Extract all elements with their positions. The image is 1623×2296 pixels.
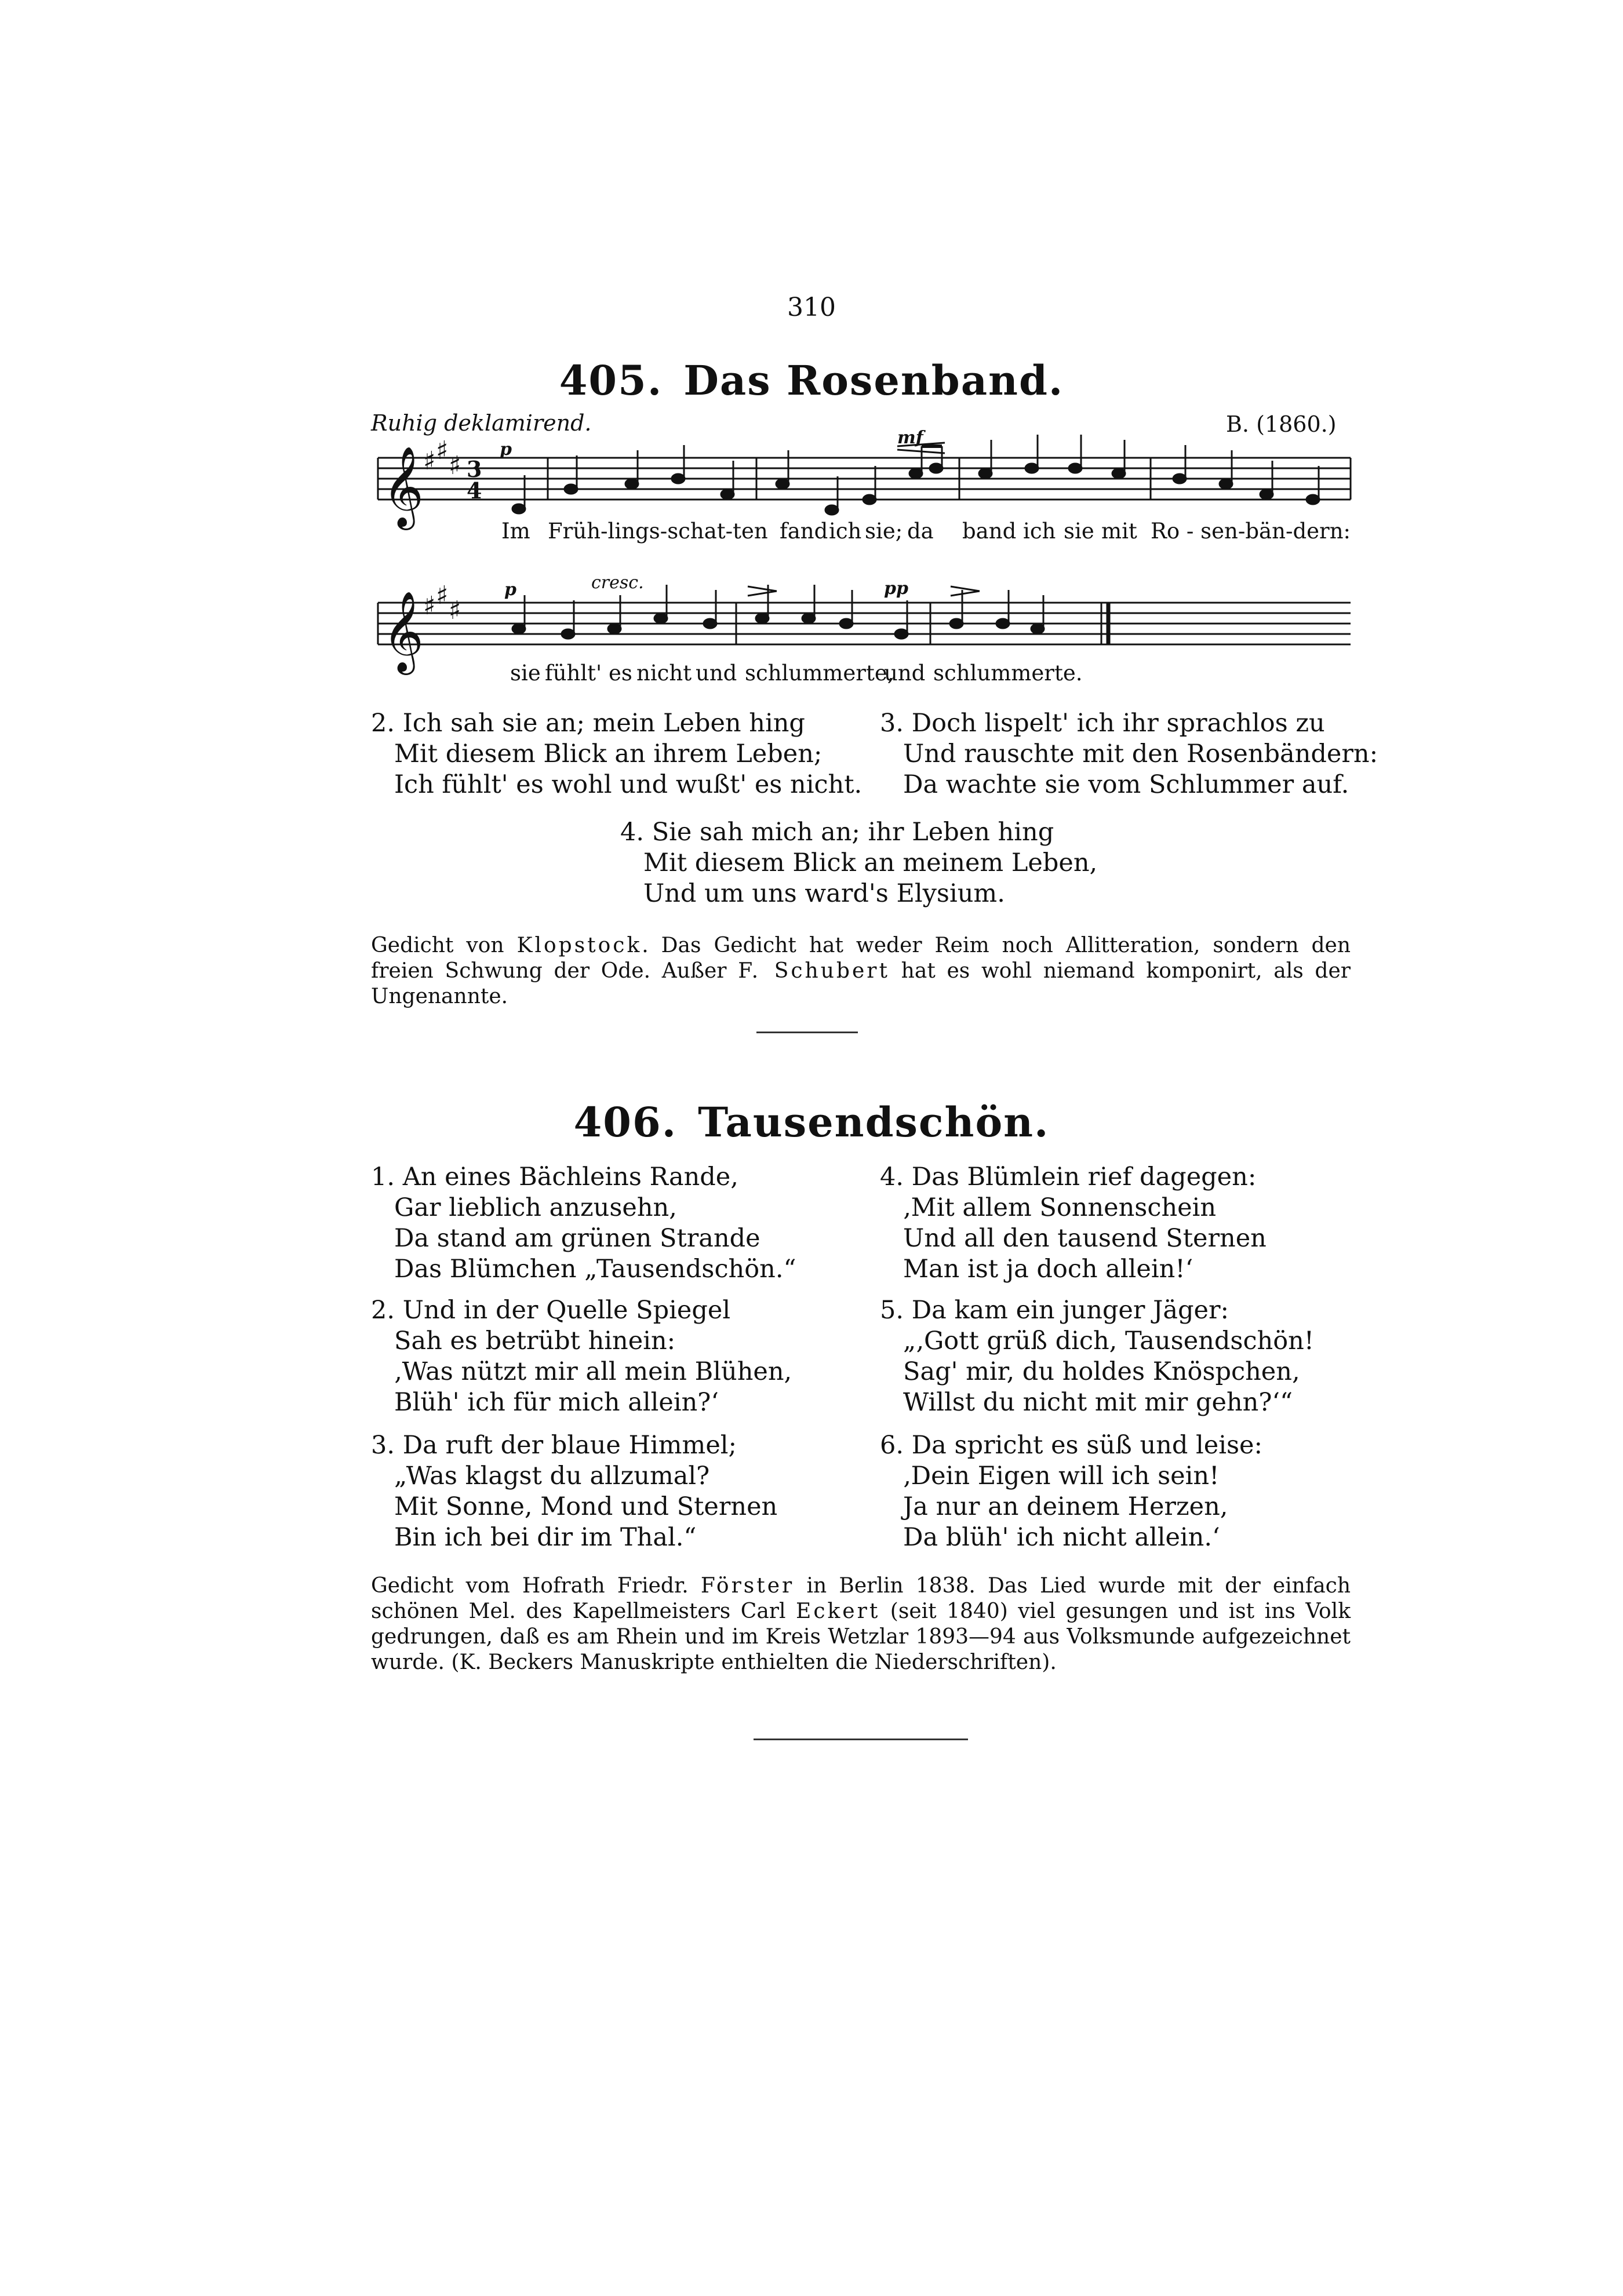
footnote-406 (371, 1573, 1351, 1675)
song-number-406: 406. (573, 1098, 678, 1146)
stanza-line: Da kam ein junger Jäger: (911, 1296, 1229, 1325)
footnote-text: in Berlin 1838. Das Lied wurde mit der einfach schönen Mel. des Kapellmeisters Carl (371, 1574, 1351, 1623)
svg-text:♯: ♯ (449, 451, 461, 480)
stanza-number: 4. (620, 818, 645, 847)
stanza-line: Ja nur an deinem Herzen, (903, 1492, 1228, 1521)
lyric-word: und (884, 661, 926, 686)
stanza-number: 5. (880, 1296, 904, 1325)
footnote-text: (seit 1840) viel gesungen und ist ins Volk gedrungen, daß es am Rhein und im Kreis Wetzlar 1893—94 aus Volksmunde aufgezeichnet wurde. (K. Beckers Manuskripte enthielten die Niederschriften). (371, 1599, 1351, 1674)
lyric-word: Früh-lings-schat-ten (548, 519, 768, 544)
stanza-line: ‚Dein Eigen will ich sein! (903, 1462, 1220, 1490)
stanza-line: Da ruft der blaue Himmel; (402, 1431, 737, 1460)
song-number-405: 405. (559, 356, 663, 404)
stanza-number: 6. (880, 1431, 904, 1460)
stanza-405-2 (371, 708, 862, 800)
stanza-number: 2. (371, 1296, 395, 1325)
svg-text:♯: ♯ (449, 596, 461, 625)
footnote-text: Gedicht vom Hofrath Friedr. (371, 1574, 701, 1598)
stanza-line: Und in der Quelle Spiegel (402, 1296, 731, 1325)
stanza-line: Mit Sonne, Mond und Sternen (394, 1492, 778, 1521)
lyric-word: mit (1101, 519, 1137, 544)
page-number: 310 (787, 293, 836, 322)
stanza-line: Blüh' ich für mich allein?‘ (394, 1388, 719, 1417)
svg-text:3: 3 (467, 456, 482, 482)
stanza-line: Und rauschte mit den Rosenbändern: (903, 739, 1378, 768)
stanza-line: Sag' mir, du holdes Knöspchen, (903, 1357, 1300, 1386)
svg-text:♯: ♯ (423, 591, 436, 621)
lyric-word: ich (1023, 519, 1056, 544)
stanza-line: ‚Was nützt mir all mein Blühen, (394, 1357, 792, 1386)
stanza-line: Doch lispelt' ich ihr sprachlos zu (911, 709, 1325, 738)
stanza-line: Gar lieblich anzusehn, (394, 1193, 677, 1222)
stanza-line: Mit diesem Blick an ihrem Leben; (394, 739, 823, 768)
lyric-word: band (962, 519, 1017, 544)
dynamic-mf: mf (897, 428, 923, 448)
lyric-word: da (907, 519, 934, 544)
stanza-line: Ich sah sie an; mein Leben hing (402, 709, 805, 738)
stanza-line: Ich fühlt' es wohl und wußt' es nicht. (394, 770, 863, 799)
stanza-number: 4. (880, 1162, 904, 1191)
footnote-composer: F. Schubert (738, 959, 890, 983)
stanza-line: Da blüh' ich nicht allein.‘ (903, 1523, 1220, 1552)
lyric-word: sie (1064, 519, 1094, 544)
footnote-composer: Eckert (796, 1599, 880, 1623)
stanza-line: Das Blümlein rief dagegen: (911, 1162, 1257, 1191)
stanza-number: 2. (371, 709, 395, 738)
stanza-line: Das Blümchen „Tausendschön.“ (394, 1255, 796, 1284)
tempo-marking: Ruhig deklamirend. (371, 410, 592, 436)
section-divider (756, 1032, 858, 1033)
lyric-word: schlummerte, (745, 661, 894, 686)
stanza-405-3 (880, 708, 1378, 800)
dynamic-p-2: p (504, 580, 516, 600)
lyric-word: nicht (636, 661, 692, 686)
svg-text:𝄞: 𝄞 (383, 446, 424, 527)
stanza-406-4 (880, 1162, 1267, 1285)
lyric-word: und (696, 661, 737, 686)
lyric-word: schlummerte. (933, 661, 1083, 686)
dynamic-cresc: cresc. (591, 573, 644, 593)
stanza-406-1 (371, 1162, 796, 1285)
stanza-405-4 (620, 817, 1097, 909)
lyric-word: Ro - sen-bän-dern: (1151, 519, 1351, 544)
svg-text:𝄞: 𝄞 (383, 591, 424, 672)
svg-text:♯: ♯ (423, 446, 436, 476)
stanza-line: Bin ich bei dir im Thal.“ (394, 1523, 697, 1552)
stanza-line: Und um uns ward's Elysium. (643, 879, 1005, 908)
stanza-line: Mit diesem Blick an meinem Leben, (643, 848, 1098, 877)
stanza-line: An eines Bächleins Rande, (402, 1162, 738, 1191)
song-title-405-text: Das Rosenband. (683, 356, 1064, 404)
stanza-line: Sie sah mich an; ihr Leben hing (652, 818, 1054, 847)
dynamic-p-1: p (500, 439, 512, 460)
footnote-author: Klopstock (516, 934, 642, 957)
stanza-line: Da wachte sie vom Schlummer auf. (903, 770, 1349, 799)
melody-source: B. (1860.) (1226, 411, 1337, 437)
lyric-word: Im (501, 519, 530, 544)
stanza-line: „Was klagst du allzumal? (394, 1462, 710, 1490)
stanza-line: ‚Mit allem Sonnenschein (903, 1193, 1217, 1222)
stanza-406-5 (880, 1295, 1314, 1418)
svg-text:4: 4 (467, 478, 482, 504)
footnote-text: . Das Gedicht hat weder Reim noch Allitteration, sondern den freien Schwung der Ode. Außer (371, 934, 1351, 983)
stanza-line: Und all den tausend Sternen (903, 1224, 1267, 1253)
stanza-line: „‚Gott grüß dich, Tausendschön! (903, 1326, 1315, 1355)
stanza-number: 1. (371, 1162, 395, 1191)
stanza-406-2 (371, 1295, 792, 1418)
footnote-text: Gedicht von (371, 934, 517, 957)
stanza-406-3 (371, 1430, 777, 1553)
lyric-word: fand (780, 519, 828, 544)
lyric-word: fühlt' es (545, 661, 632, 686)
footnote-author: Förster (700, 1574, 795, 1598)
stanza-number: 3. (880, 709, 904, 738)
song-title-406-text: Tausendschön. (698, 1098, 1050, 1146)
stanza-line: Man ist ja doch allein!‘ (903, 1255, 1193, 1284)
section-divider (754, 1739, 968, 1740)
footnote-405 (371, 933, 1351, 1009)
svg-text:♯: ♯ (436, 581, 449, 610)
footnote-text: hat es wohl niemand komponirt, als der Ungenannte. (371, 959, 1351, 1008)
stanza-line: Da stand am grünen Strande (394, 1224, 760, 1253)
stanza-line: Willst du nicht mit mir gehn?‘“ (903, 1388, 1293, 1417)
dynamic-pp: pp (884, 578, 908, 599)
song-title-406 (0, 1098, 1623, 1146)
lyric-word: ich (829, 519, 862, 544)
stanza-line: Da spricht es süß und leise: (911, 1431, 1262, 1460)
stanza-number: 3. (371, 1431, 395, 1460)
stanza-line: Sah es betrübt hinein: (394, 1326, 676, 1355)
svg-text:♯: ♯ (436, 436, 449, 465)
stanza-406-6 (880, 1430, 1262, 1553)
lyric-word: sie (510, 661, 541, 686)
lyric-word: sie; (865, 519, 903, 544)
